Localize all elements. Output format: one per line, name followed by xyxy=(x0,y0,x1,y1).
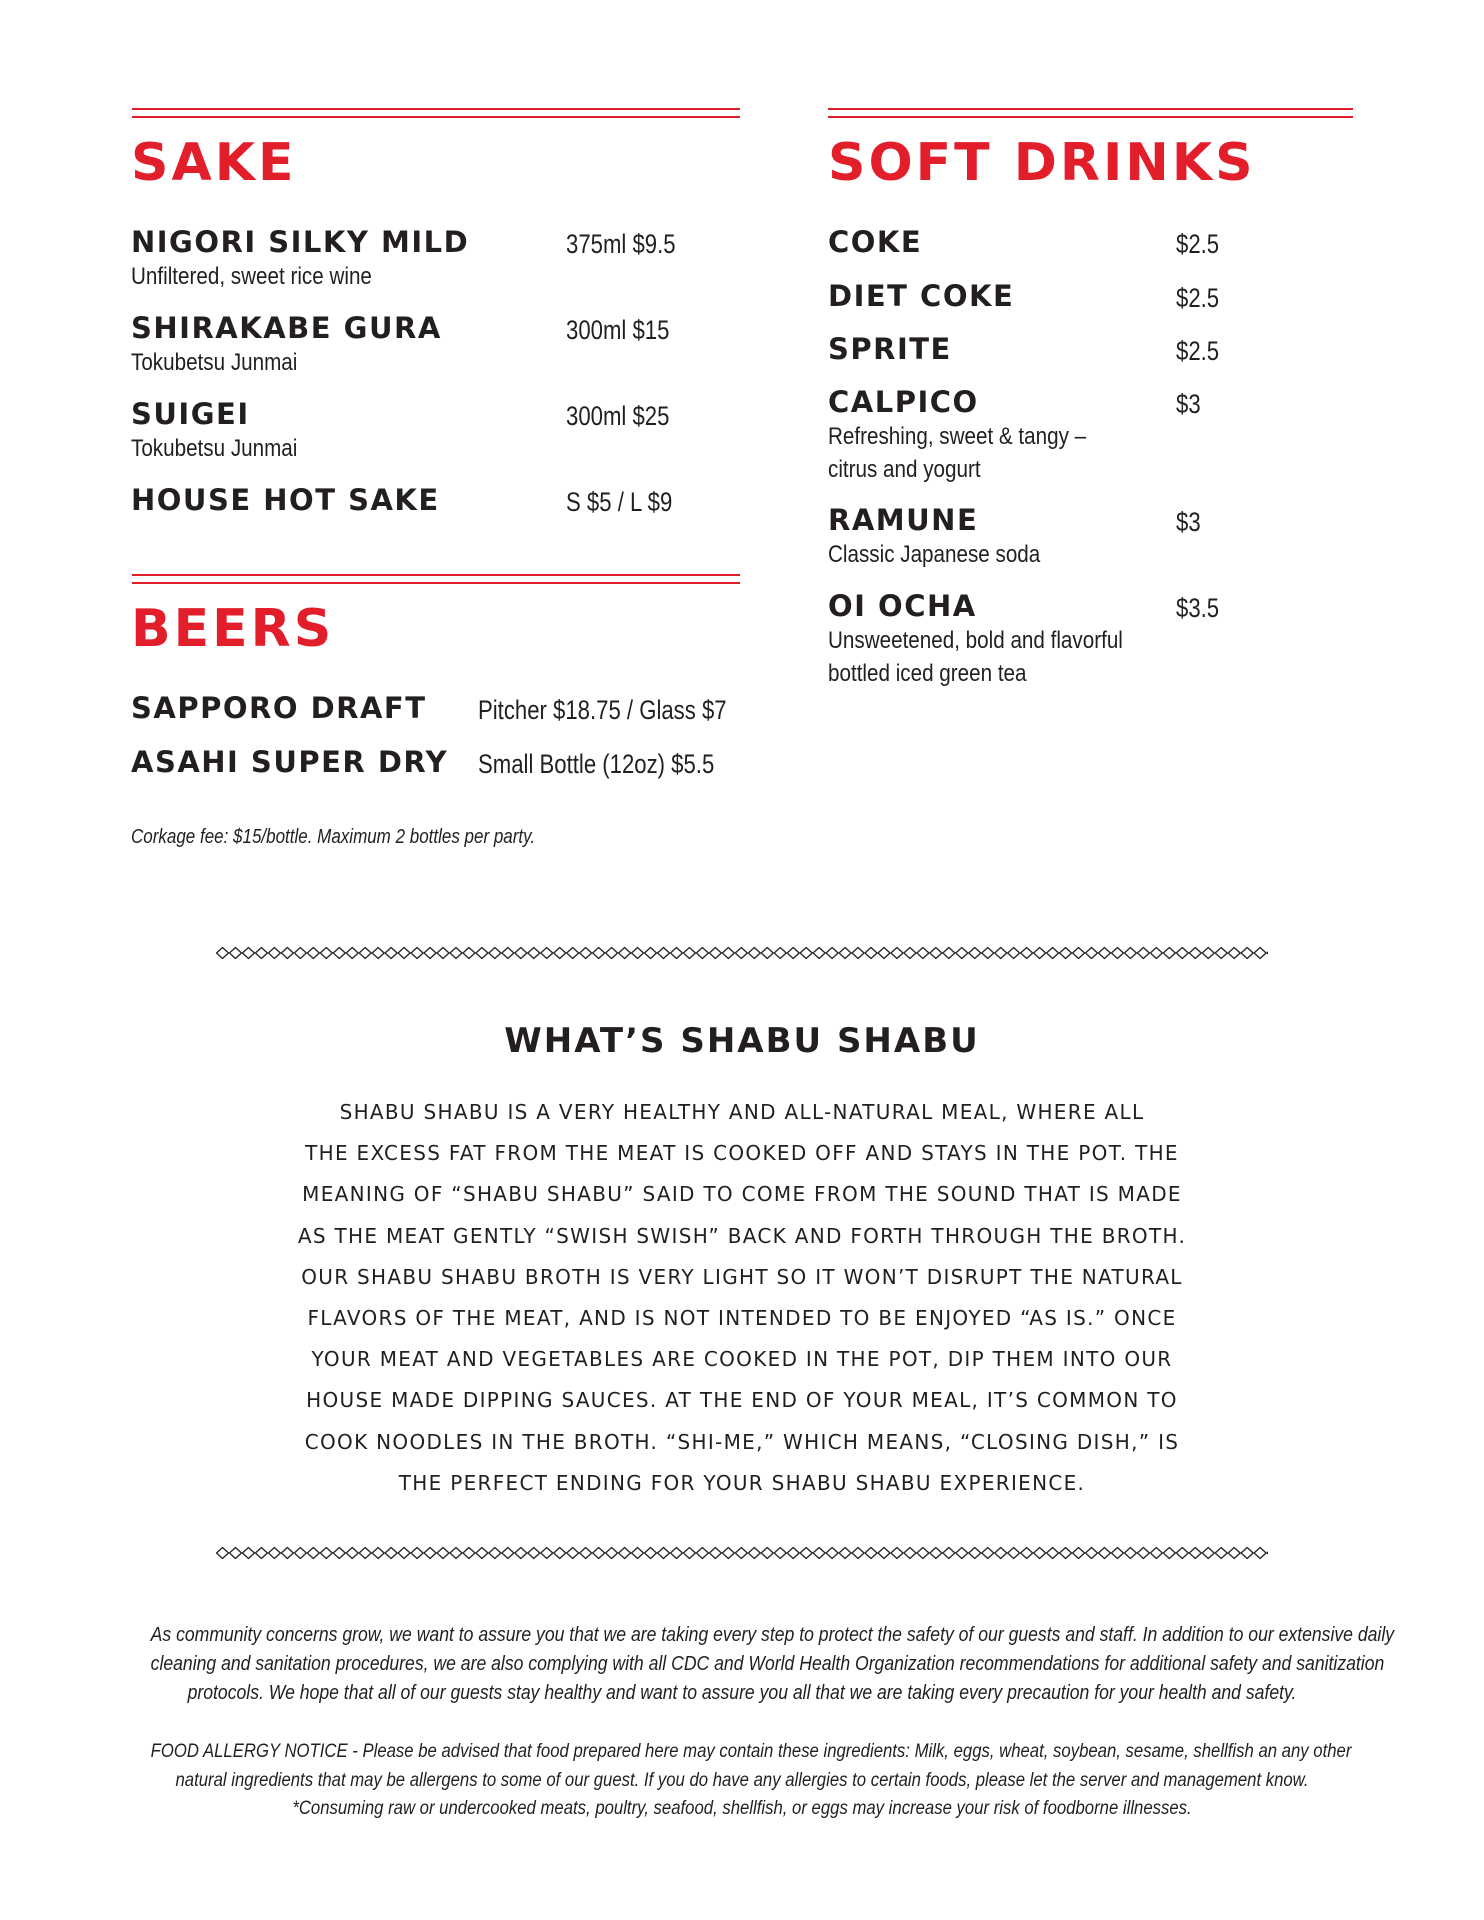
shabu-line: HOUSE MADE DIPPING SAUCES. AT THE END OF YOUR MEAL, IT’S COMMON TO xyxy=(306,1388,1178,1413)
drink-item-price: $2.5 xyxy=(1176,283,1220,313)
sake-item-desc: Tokubetsu Junmai xyxy=(131,349,298,376)
safety-notice xyxy=(70,1621,1414,1708)
beers-heading: BEERS xyxy=(131,599,335,659)
corkage-note: Corkage fee: $15/bottle. Maximum 2 bottles per party. xyxy=(131,826,536,848)
sake-rule-top xyxy=(132,108,740,110)
drink-item-desc: Classic Japanese soda xyxy=(828,541,1041,568)
beer-item-price: Small Bottle (12oz) $5.5 xyxy=(478,749,715,779)
diamond-divider-bottom xyxy=(216,1546,1268,1560)
allergy-notice xyxy=(70,1738,1414,1824)
shabu-line: MEANING OF “SHABU SHABU” SAID TO COME FROM THE SOUND THAT IS MADE xyxy=(302,1182,1182,1207)
drink-item-price: $3.5 xyxy=(1176,593,1220,623)
allergy-notice-line: natural ingredients that may be allergens to some of our guest. If you do have any allergies to certain foods, please let the server and management know. xyxy=(175,1769,1309,1791)
soft-drinks-rule-top xyxy=(828,108,1353,110)
beer-item-name: SAPPORO DRAFT xyxy=(131,691,427,725)
drink-item-desc: Unsweetened, bold and flavorful xyxy=(828,627,1123,654)
safety-notice-line: cleaning and sanitation procedures, we are also complying with all CDC and World Health Organization recommendations for additional safety and sanitization xyxy=(150,1653,1385,1675)
sake-item-desc: Unfiltered, sweet rice wine xyxy=(131,263,372,290)
sake-item-price: 300ml $15 xyxy=(566,315,670,345)
beers-rule-bottom xyxy=(132,582,740,584)
shabu-line: AS THE MEAT GENTLY “SWISH SWISH” BACK AND FORTH THROUGH THE BROTH. xyxy=(297,1223,1187,1248)
shabu-description xyxy=(292,1092,1192,1504)
beer-item-name: ASAHI SUPER DRY xyxy=(131,745,449,779)
drink-item-name: CALPICO xyxy=(828,385,979,419)
sake-item-price: 375ml $9.5 xyxy=(566,229,676,259)
drink-item-price: $2.5 xyxy=(1176,229,1220,259)
sake-item-price: 300ml $25 xyxy=(566,401,670,431)
sake-item-name: SHIRAKABE GURA xyxy=(131,311,442,345)
allergy-notice-line: FOOD ALLERGY NOTICE - Please be advised that food prepared here may contain these ingredients: Milk, eggs, wheat, soybean, sesame, shellfish an any other xyxy=(150,1741,1352,1762)
drink-item-desc: Refreshing, sweet & tangy – xyxy=(828,423,1087,450)
drink-item-name: OI OCHA xyxy=(828,589,977,623)
drink-item-name: COKE xyxy=(828,225,923,259)
shabu-line: COOK NOODLES IN THE BROTH. “SHI-ME,” WHICH MEANS, “CLOSING DISH,” IS xyxy=(304,1429,1180,1454)
shabu-line: THE PERFECT ENDING FOR YOUR SHABU SHABU EXPERIENCE. xyxy=(398,1470,1086,1495)
sake-item-name: NIGORI SILKY MILD xyxy=(131,225,470,259)
sake-item-price: S $5 / L $9 xyxy=(566,487,673,517)
drink-item-price: $3 xyxy=(1176,389,1201,419)
shabu-line: FLAVORS OF THE MEAT, AND IS NOT INTENDED TO BE ENJOYED “AS IS.” ONCE xyxy=(307,1306,1177,1331)
safety-notice-line: As community concerns grow, we want to assure you that we are taking every step to protect the safety of our guests and staff. In addition to our extensive daily xyxy=(150,1624,1395,1646)
drink-item-name: SPRITE xyxy=(828,332,952,366)
sake-item-name: SUIGEI xyxy=(131,397,250,431)
drink-item-name: DIET COKE xyxy=(828,279,1015,313)
diamond-divider-top xyxy=(216,946,1268,960)
shabu-line: YOUR MEAT AND VEGETABLES ARE COOKED IN THE POT, DIP THEM INTO OUR xyxy=(311,1347,1173,1372)
sake-item-desc: Tokubetsu Junmai xyxy=(131,435,298,462)
drink-item-price: $3 xyxy=(1176,507,1201,537)
drink-item-desc: citrus and yogurt xyxy=(828,456,981,483)
allergy-notice-line: *Consuming raw or undercooked meats, poultry, seafood, shellfish, or eggs may increase your risk of foodborne illnesses. xyxy=(292,1798,1192,1819)
sake-item-name: HOUSE HOT SAKE xyxy=(131,483,440,517)
beer-item-price: Pitcher $18.75 / Glass $7 xyxy=(478,695,727,725)
shabu-line: SHABU SHABU IS A VERY HEALTHY AND ALL-NATURAL MEAL, WHERE ALL xyxy=(339,1100,1145,1124)
shabu-line: OUR SHABU SHABU BROTH IS VERY LIGHT SO IT WON’T DISRUPT THE NATURAL xyxy=(301,1264,1183,1289)
drink-item-price: $2.5 xyxy=(1176,336,1220,366)
sake-heading: SAKE xyxy=(131,133,297,193)
drink-item-name: RAMUNE xyxy=(828,503,979,537)
soft-drinks-rule-bottom xyxy=(828,116,1353,118)
safety-notice-line: protocols. We hope that all of our guests stay healthy and want to assure you all that we are taking every precaution for your health and safety. xyxy=(187,1682,1297,1704)
beers-rule-top xyxy=(132,574,740,576)
soft-drinks-heading: SOFT DRINKS xyxy=(828,133,1256,193)
shabu-title: WHAT’S SHABU SHABU xyxy=(504,1021,980,1061)
drink-item-desc: bottled iced green tea xyxy=(828,660,1027,687)
shabu-line: THE EXCESS FAT FROM THE MEAT IS COOKED OFF AND STAYS IN THE POT. THE xyxy=(305,1141,1179,1166)
sake-rule-bottom xyxy=(132,116,740,118)
